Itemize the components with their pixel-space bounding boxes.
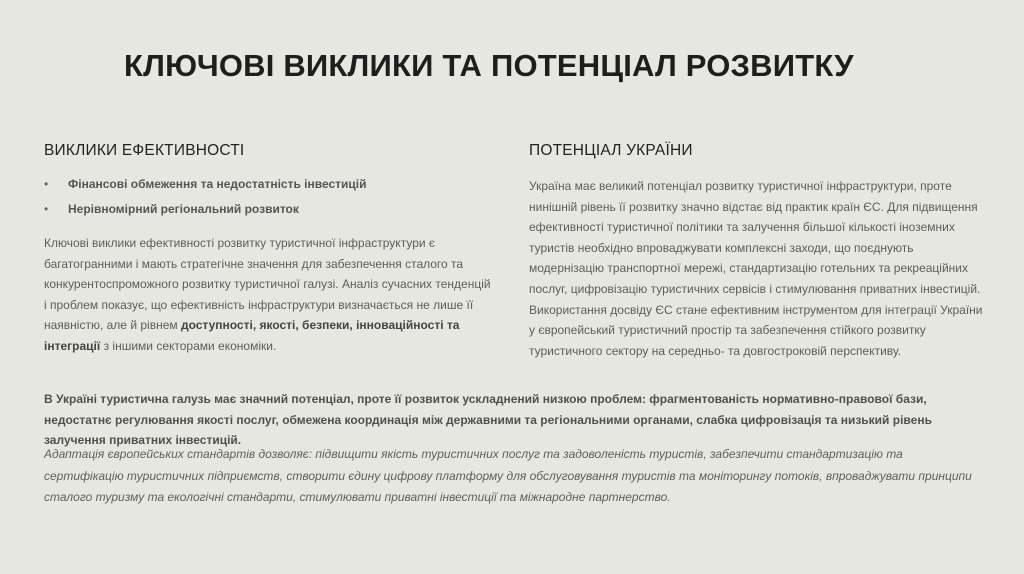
bullet-item [44, 201, 494, 217]
challenges-bullet-list [44, 176, 494, 217]
potential-heading: ПОТЕНЦІАЛ УКРАЇНИ [529, 142, 693, 159]
challenges-paragraph-end: з іншими секторами економіки. [100, 338, 277, 353]
challenges-column [44, 142, 494, 357]
adaptation-paragraph: Адаптація європейських стандартів дозволяє: підвищити якість туристичних послуг та задоволеність туристів, забезпечити стандартизацію та сертифікацію туристичних підприємств, створити єдину цифрову платформу для обслуговування туристів та моніторингу потоків, впроваджувати принципи сталого туризму та екологічні стандарти, стимулювати приватні інвестиції та міжнародне партнерство. [44, 447, 972, 505]
bullet-text: Нерівномірний регіональний розвиток [68, 202, 299, 216]
bullet-marker: • [44, 202, 49, 216]
bullet-item [44, 176, 494, 192]
bullet-text: Фінансові обмеження та недостатність інвестицій [68, 177, 367, 191]
potential-column [529, 142, 984, 361]
summary-paragraph: В Україні туристична галузь має значний потенціал, проте її розвиток ускладнений низкою проблем: фрагментованість нормативно-правової бази, недостатнє регулювання якості послуг, обмежена координація між державними та регіональними органами, слабка цифровізація та низький рівень залучення приватних інвестицій. [44, 392, 932, 447]
slide-title: КЛЮЧОВІ ВИКЛИКИ ТА ПОТЕНЦІАЛ РОЗВИТКУ [124, 48, 854, 83]
challenges-heading: ВИКЛИКИ ЕФЕКТИВНОСТІ [44, 142, 245, 159]
potential-paragraph: Україна має великий потенціал розвитку туристичної інфраструктури, проте нинішній рівень її розвитку значно відстає від практик країн ЄС. Для підвищення ефективності туристичної політики та залучення більшої кількості іноземних туристів необхідно впроваджувати комплексні заходи, що поєднують модернізацію транспортної мережі, стандартизацію готельних та рекреаційних послуг, цифровізацію туристичних сервісів і стимулювання приватних інвестицій. Використання досвіду ЄС стане ефективним інструментом для інтеграції України у європейський туристичний простір та забезпечення стійкого розвитку туристичного сектору на середньо- та довгостроковій перспективу. [529, 179, 983, 358]
challenges-paragraph-emphasis: доступності, якості, безпеки, інноваційності та інтеграції [44, 318, 460, 353]
challenges-paragraph-intro: Ключові виклики ефективності розвитку туристичної інфраструктури є багатогранними і мають стратегічне значення для забезпечення сталого та конкурентоспроможного розвитку туристичної галузі. Аналіз сучасних тенденцій і проблем показує, що ефективність інфраструктури визначається не лише її наявністю, але й рівнем [44, 236, 491, 333]
bullet-marker: • [44, 177, 49, 191]
challenges-paragraph [44, 233, 494, 357]
